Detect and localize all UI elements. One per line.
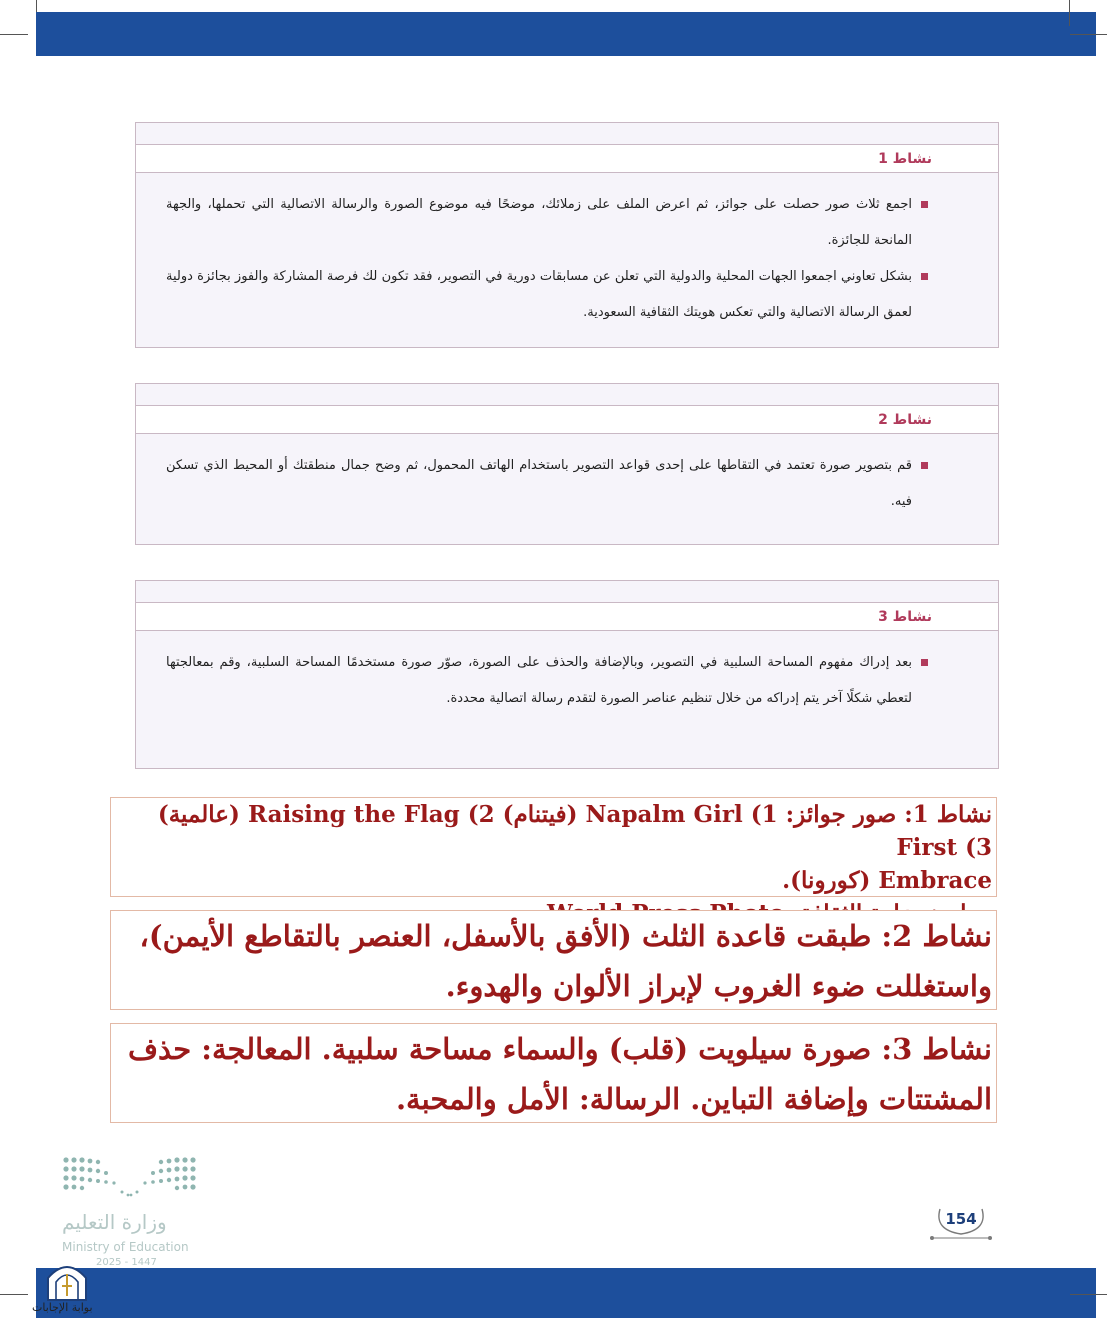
portal-label: بوابة الإجابات — [32, 1301, 93, 1314]
ministry-logo-icon — [62, 1156, 197, 1198]
activity-box-1 — [135, 122, 999, 348]
activity-title: نشاط 3 — [878, 609, 932, 625]
answer-line: Embrace (كورونا). — [782, 867, 992, 894]
answer-line: نشاط 3: صورة سيلويت (قلب) والسماء مساحة سلبية. المعالجة: حذف — [127, 1032, 992, 1066]
activity-title: نشاط 2 — [878, 412, 932, 428]
answer-line: واستغللت ضوء الغروب لإبراز الألوان والهدوء. — [445, 969, 992, 1003]
square-bullet-icon — [921, 273, 928, 280]
activity-item: قم بتصوير صورة تعتمد في التقاطها على إحدى قواعد التصوير باستخدام الهاتف المحمول، ثم وضح جمال منطقتك أو المحيط الذي تسكن فيه. — [166, 448, 912, 520]
activity-title: نشاط 1 — [878, 151, 932, 167]
crop-mark — [1069, 0, 1070, 26]
crop-mark — [36, 0, 37, 12]
answer-line: نشاط 2: طبقت قاعدة الثلث (الأفق بالأسفل، العنصر بالتقاطع الأيمن)، — [139, 919, 992, 953]
crop-mark — [1070, 34, 1107, 35]
answer-line: المشتتات وإضافة التباين. الرسالة: الأمل والمحبة. — [395, 1082, 992, 1116]
ministry-name-arabic: وزارة التعليم — [62, 1210, 167, 1234]
crop-mark — [0, 34, 28, 35]
square-bullet-icon — [921, 201, 928, 208]
activity-item: اجمع ثلاث صور حصلت على جوائز، ثم اعرض الملف على زملائك، موضحًا فيه موضوع الصورة والرسالة الاتصالية التي تحملها، والجهة المانحة للجائزة. — [166, 187, 912, 259]
crop-mark — [0, 1294, 28, 1295]
square-bullet-icon — [921, 659, 928, 666]
activity-item: بشكل تعاوني اجمعوا الجهات المحلية والدولية التي تعلن عن مسابقات دورية في التصوير، فقد تكون لك فرصة المشاركة والفوز بجائزة دولية لعمق الرسالة الاتصالية والتي تعكس هويتك الثقافية السعودية. — [166, 259, 912, 331]
activity-box-2 — [135, 383, 999, 545]
square-bullet-icon — [921, 462, 928, 469]
answer-box-3 — [110, 1023, 997, 1123]
footer-band — [36, 1268, 1096, 1318]
header-band — [36, 12, 1096, 56]
edition-year: 2025 - 1447 — [96, 1257, 157, 1268]
activity-item: بعد إدراك مفهوم المساحة السلبية في التصوير، وبالإضافة والحذف على الصورة، صوّر صورة مستخدمًا المساحة السلبية، وقم بمعالجتها لتعطي شكلًا آخر يتم إدراكه من خلال تنظيم عناصر الصورة لتقدم رسالة اتصالية محددة. — [166, 645, 912, 717]
ministry-name-english: Ministry of Education — [62, 1240, 189, 1254]
answer-box-2 — [110, 910, 997, 1010]
answer-line: نشاط 1: صور جوائز: 1) Napalm Girl (فيتنام) 2) Raising the Flag (عالمية) 3) First — [157, 801, 992, 861]
answer-box-1 — [110, 797, 997, 897]
activity-box-3 — [135, 580, 999, 769]
page-number-badge — [930, 1206, 992, 1242]
crop-mark — [1070, 1294, 1107, 1295]
page-number: 154 — [945, 1210, 977, 1228]
